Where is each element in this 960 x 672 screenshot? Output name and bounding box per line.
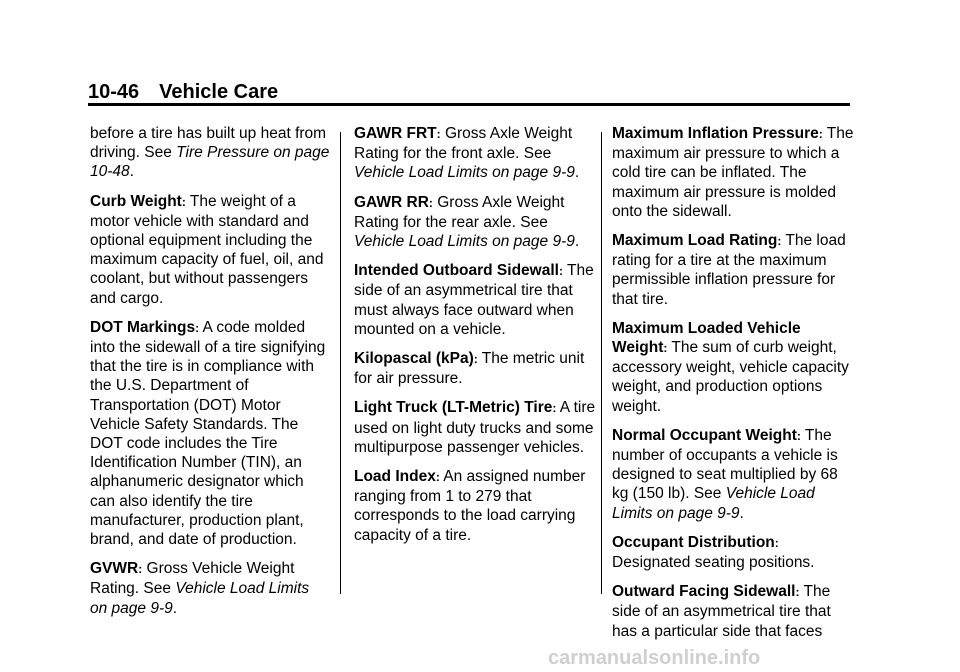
- header-rule: [88, 103, 850, 106]
- term-colon: :: [473, 352, 478, 367]
- glossary-entry: [90, 124, 330, 182]
- term-colon: :: [428, 195, 433, 210]
- term-colon: :: [795, 585, 800, 600]
- column-divider: [601, 132, 602, 594]
- glossary-definition: An assigned number ranging from 1 to 279 that corresponds to the load carrying capacity of a tire.: [354, 468, 586, 544]
- glossary-definition: The weight of a motor vehicle with standard and optional equipment including the maximum capacity of fuel, oil, and coolant, but without passengers and cargo.: [90, 192, 324, 307]
- glossary-definition: Gross Vehicle Weight Rating. See: [90, 560, 295, 598]
- glossary-entry: [90, 192, 330, 308]
- glossary-entry: [354, 193, 596, 252]
- page-reference: Vehicle Load Limits on page 9-9: [612, 485, 815, 522]
- glossary-definition: before a tire has built up heat from driving. See: [90, 125, 327, 162]
- glossary-term: GAWR FRT: [354, 125, 437, 142]
- glossary-term: Occupant Distribution: [612, 533, 775, 551]
- sentence-end: .: [129, 163, 134, 181]
- term-colon: :: [558, 264, 563, 279]
- term-colon: :: [818, 127, 823, 141]
- sentence-end: .: [574, 164, 580, 182]
- glossary-term: Curb Weight: [90, 192, 182, 210]
- text-column-3: [612, 124, 858, 651]
- glossary-entry: [612, 231, 858, 309]
- glossary-definition: The metric unit for air pressure.: [354, 350, 585, 388]
- text-column-2: [354, 124, 596, 555]
- glossary-entry: [354, 398, 596, 457]
- term-colon: :: [181, 194, 186, 209]
- glossary-definition: Gross Axle Weight Rating for the rear axle. See: [354, 193, 565, 231]
- glossary-term: Maximum Load Rating: [612, 232, 778, 250]
- glossary-entry: [354, 124, 596, 183]
- glossary-definition: The maximum air pressure to which a cold tire can be inflated. The maximum air pressure is molded onto the sidewall.: [612, 125, 854, 220]
- glossary-entry: [90, 318, 330, 549]
- glossary-entry: [612, 426, 858, 523]
- glossary-term: Outward Facing Sidewall: [612, 583, 796, 601]
- term-colon: :: [774, 535, 779, 550]
- page-reference: Vehicle Load Limits on page 9-9: [354, 233, 575, 251]
- text-column-1: [90, 124, 330, 628]
- term-colon: :: [796, 428, 801, 443]
- glossary-entry: [612, 124, 858, 221]
- watermark-text: carmanualsonline.info: [548, 647, 761, 669]
- glossary-term: Kilopascal (kPa): [354, 350, 474, 368]
- glossary-definition: Gross Axle Weight Rating for the front axle. See: [354, 125, 573, 163]
- glossary-entry: [354, 467, 596, 545]
- term-colon: :: [195, 320, 200, 335]
- glossary-entry: [612, 533, 858, 572]
- glossary-definition: The load rating for a tire at the maximum permissible inflation pressure for that tire.: [612, 232, 846, 308]
- page-header: [88, 80, 278, 104]
- glossary-definition: The number of occupants a vehicle is designed to seat multiplied by 68 kg (150 lb). See: [612, 426, 838, 503]
- glossary-definition: The sum of curb weight, accessory weight, vehicle capacity weight, and production options weight.: [612, 339, 849, 415]
- glossary-definition: A tire used on light duty trucks and some multipurpose passenger vehicles.: [354, 399, 596, 456]
- glossary-term: Maximum Loaded Vehicle Weight: [612, 319, 801, 357]
- glossary-term: DOT Markings: [90, 318, 196, 336]
- glossary-term: Light Truck (LT-Metric) Tire: [354, 399, 553, 417]
- term-colon: :: [435, 470, 440, 485]
- term-colon: :: [138, 562, 143, 577]
- column-divider: [340, 132, 341, 594]
- glossary-definition: Designated seating positions.: [612, 554, 815, 572]
- term-colon: :: [552, 401, 557, 416]
- page-reference: Vehicle Load Limits on page 9-9: [354, 164, 575, 182]
- glossary-definition: The side of an asymmetrical tire that must always face outward when mounted on a vehicle.: [354, 262, 594, 338]
- term-colon: :: [663, 341, 668, 356]
- glossary-term: GVWR: [90, 560, 139, 578]
- sentence-end: .: [172, 599, 178, 617]
- glossary-entry: [90, 559, 330, 618]
- page-reference: Vehicle Load Limits on page 9-9: [90, 580, 310, 617]
- glossary-entry: [612, 319, 858, 416]
- section-title: Vehicle Care: [159, 81, 279, 103]
- sentence-end: .: [574, 233, 580, 251]
- term-colon: :: [777, 234, 782, 249]
- glossary-term: Intended Outboard Sidewall: [354, 262, 559, 280]
- glossary-term: GAWR RR: [354, 193, 429, 211]
- glossary-definition: A code molded into the sidewall of a tire signifying that the tire is in compliance with the U.S. Department of Transportation (DOT) Motor Vehicle Safety Standards. The DOT code includes the Tire Identification Number (TIN), an alphanumeric designator which can also identify the tire manufacturer, production plant, brand, and date of production.: [90, 318, 326, 549]
- glossary-term: Load Index: [354, 468, 436, 486]
- sentence-end: .: [739, 504, 744, 522]
- glossary-term: Maximum Inflation Pressure: [612, 125, 819, 142]
- page-reference: Tire Pressure on page 10-48: [90, 144, 330, 181]
- page-number: 10-46: [88, 81, 140, 103]
- glossary-entry: [354, 349, 596, 388]
- glossary-term: Normal Occupant Weight: [612, 426, 797, 444]
- term-colon: :: [436, 127, 441, 141]
- glossary-entry: [354, 261, 596, 339]
- glossary-definition: The side of an asymmetrical tire that has a particular side that faces: [612, 583, 831, 640]
- glossary-entry: [612, 582, 858, 641]
